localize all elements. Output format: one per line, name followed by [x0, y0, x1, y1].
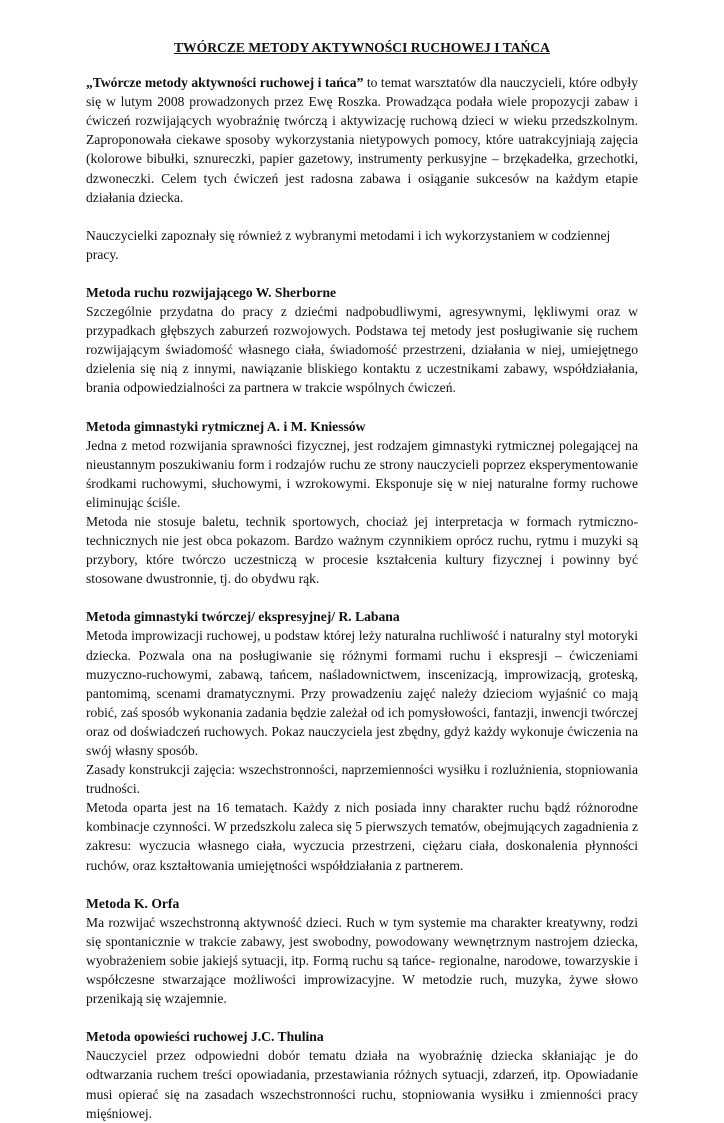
- document-title: TWÓRCZE METODY AKTYWNOŚCI RUCHOWEJ I TAŃCA: [173, 40, 551, 55]
- intro-text: to temat warsztatów dla nauczycieli, które odbyły się w lutym 2008 prowadzonych przez Ewę Roszka. Prowadząca podała wiele propozycji zabaw i ćwiczeń rozwijających wyobraźnię twórczą i aktywizację ruchową dzieci w wieku przedszkolnym. Zaproponowała ciekawe sposoby wykorzystania nietypowych pomocy, które uatrakcyjniają zajęcia (kolorowe bibułki, sznureczki, papier gazetowy, instrumenty perkusyjne – brzękadełka, grzechotki, dzwoneczki. Celem tych ćwiczeń jest radosna zabawa i osiąganie sukcesów na każdym etapie działania dziecka.: [86, 75, 638, 205]
- section-paragraph: Ma rozwijać wszechstronną aktywność dzieci. Ruch w tym systemie ma charakter kreatywny, rodzi się spontanicznie w trakcie zabawy, jest swobodny, powodowany wewnętrznym nastrojem dziecka, wyobrażeniem sobie jakiejś sytuacji, itp. Formą ruchu są tańce- regionalne, narodowe, towarzyskie i współczesne stwarzające możliwości improwizacyjne. W metodzie ruch, muzyka, żywe słowo przenikają się wzajemnie.: [86, 914, 638, 1007]
- intro-paragraph: [86, 73, 638, 207]
- section-paragraph: Jedna z metod rozwijania sprawności fizycznej, jest rodzajem gimnastyki rytmicznej polegającej na nieustannym poszukiwaniu form i rodzajów ruchu ze strony nauczycieli poprzez eksperymentowanie środkami ruchowymi, słuchowymi, i wzrokowymi. Eksponuje się w niej naturalne formy ruchowe eliminując ściśle.: [86, 437, 638, 510]
- section-paragraph: Metoda nie stosuje baletu, technik sportowych, chociaż jej interpretacja w formach rytmiczno-technicznych nie jest obca pokazom. Bardzo ważnym czynnikiem oprócz ruchu, rytmu i muzyki są przybory, które twórczo uczestniczą w procesie kształcenia kultury fizycznej i powinny być stosowane dwustronnie, tj. do obydwu rąk.: [86, 513, 638, 587]
- intro2-paragraph: Nauczycielki zapoznały się również z wybranymi metodami i ich wykorzystaniem w codziennej pracy.: [86, 227, 611, 262]
- spacer: [86, 588, 638, 607]
- spacer: [86, 207, 638, 226]
- spacer: [86, 398, 638, 417]
- spacer: [86, 875, 638, 894]
- section-heading-thulin: Metoda opowieści ruchowej J.C. Thulina: [86, 1029, 324, 1045]
- section-paragraph: Szczególnie przydatna do pracy z dziećmi nadpobudliwymi, agresywnymi, lękliwymi oraz w przypadkach głębszych zaburzeń rozwojowych. Podstawa tej metody jest posługiwanie się ruchem rozwijającym świadomość własnego ciała, świadomość przestrzeni, działania w niej, umiejętnego dzielenia się nią z innymi, nawiązanie bliskiego kontaktu z uczestnikami zabawy, współdziałania, brania odpowiedzialności za partnera w trakcie wspólnych ćwiczeń.: [86, 304, 638, 396]
- section-heading-kniess: Metoda gimnastyki rytmicznej A. i M. Kniessów: [86, 418, 366, 434]
- section-heading-orff: Metoda K. Orfa: [86, 895, 180, 911]
- intro-lead: „Twórcze metody aktywności ruchowej i tańca”: [86, 75, 364, 91]
- section-heading-laban: Metoda gimnastyki twórczej/ ekspresyjnej/ R. Labana: [86, 609, 400, 625]
- section-paragraph: Metoda oparta jest na 16 tematach. Każdy z nich posiada inny charakter ruchu bądź różnorodne kombinacje czynności. W przedszkolu zaleca się 5 pierwszych tematów, obejmujących zagadnienia z zakresu: wyczucia własnego ciała, wyczucia przestrzeni, ciężaru ciała, doskonalenia płynności ruchów, oraz kształtowania umiejętności współdziałania z partnerem.: [86, 800, 638, 873]
- section-heading-sherborne: Metoda ruchu rozwijającego W. Sherborne: [86, 284, 337, 300]
- section-paragraph: Nauczyciel przez odpowiedni dobór tematu działa na wyobraźnię dziecka skłaniając je do odtwarzania ruchem treści opowiadania, przestawiania różnych sytuacji, zdarzeń, itp. Opowiadanie musi opierać się na zasadach wszechstronności ruchu, stopniowania wysiłku i zmienności pracy mięśniowej.: [86, 1048, 638, 1121]
- spacer: [86, 264, 638, 283]
- spacer: [86, 1008, 638, 1027]
- section-paragraph: Zasady konstrukcji zajęcia: wszechstronności, naprzemienności wysiłku i rozluźnienia, stopniowania trudności.: [86, 762, 638, 797]
- section-paragraph: Metoda improwizacji ruchowej, u podstaw której leży naturalna ruchliwość i naturalny styl motoryki dziecka. Pozwala ona na posługiwanie się różnymi formami ruchu i ekspresji – ćwiczeniami muzyczno-ruchowymi, zabawą, tańcem, naśladownictwem, inscenizacją, improwizacją, groteską, pantomimą, scenami dramatycznymi. Przy prowadzeniu zajęć należy dzieciom wyjaśnić co mają robić, zaś sposób wykonania zadania będzie zależał od ich pomysłowości, fantazji, inwencji twórczej oraz od doświadczeń ruchowych. Pokaz nauczyciela jest zbędny, gdyż każdy wykonuje ćwiczenia na swój własny sposób.: [86, 628, 638, 758]
